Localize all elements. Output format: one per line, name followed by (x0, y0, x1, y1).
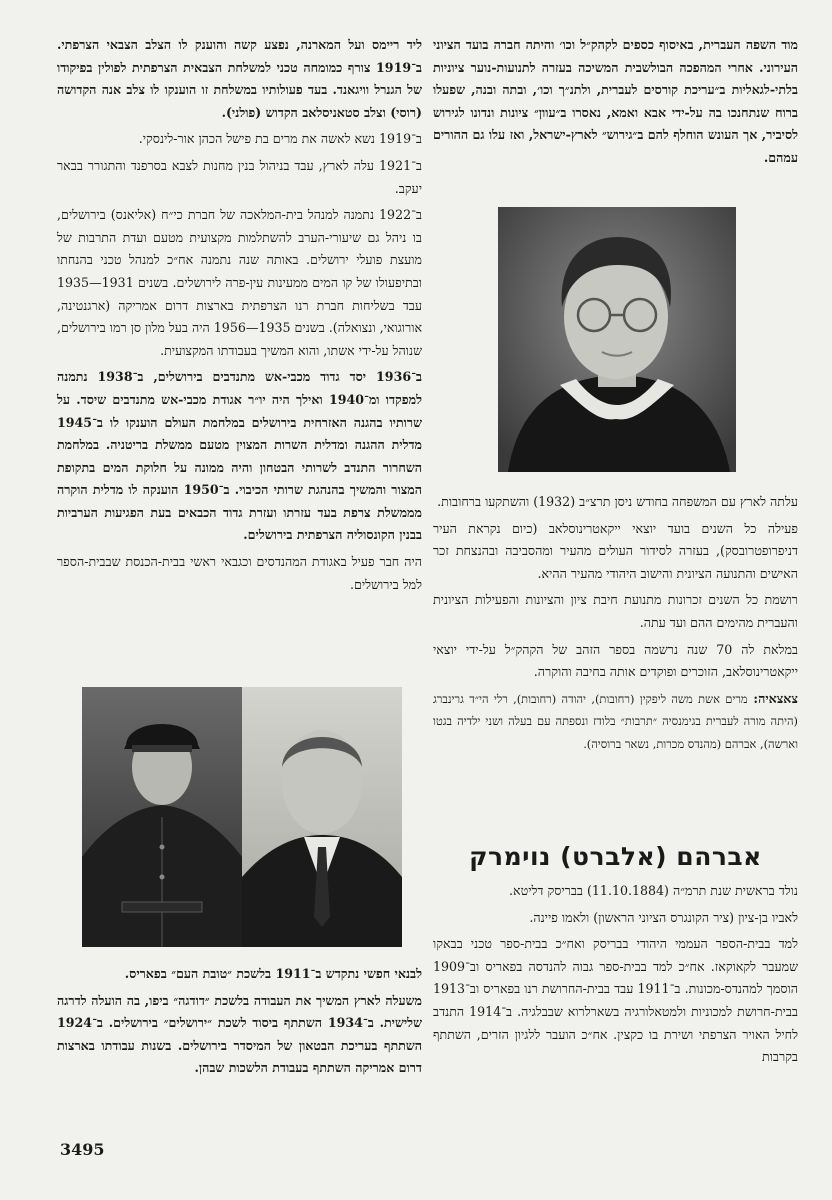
paragraph: משעלה לארץ המשיך את העבודה בלשכת ״דודגה״ ביפו, בה הועלה לדרגה שלישית. ב־1934 השתתף ביסוד לשכת ״ירושלים״ בירושלים. ב־1924 השתתף בעריכת הבטאון של המיסדר בירושלים. בשנות עבודתו בארצות דרום אמריקה השתתף בעבודת הלשכות שבהן. (57, 992, 422, 1076)
paragraph: ב־1922 נתמנה למנהל בית-המלאכה של חברת כי״ח (אליאנס) בירושלים, בו ניהל גם שיעורי-הערב להשתלמות מקצועית מטעם ועדת התרבות של מועצת פועלי ירושלים. באותה שנה נתמנה אח״כ למנהל טכני בהנחתו ובתיפעולו של קו המים ממעינות עין-פרה לירושלים. בשנים 1931—1935 עבד בשליחות חברת רנו הצרפתית בארצות דרום אמריקה (ארגנטינה, אורוגואי, ונצואלה). בשנים 1935—1956 היה בעל מלון סן רמו בירושלים, שנוהל על-ידי אשתו, והוא המשיך בעבודתו המקצועית. (57, 207, 422, 358)
paragraph: היה חבר פעיל באגודת המהנדסים וכגבאי ראשי בבית-הכנסת שבבית-הספר למל בירושלים. (57, 554, 422, 592)
right-column-bio (433, 880, 798, 1073)
right-column-middle (433, 491, 798, 760)
paragraph: נולד בראשית שנת תרמ״ה (11.10.1884) בבריסק דליטא. (509, 883, 798, 898)
paragraph: פעילה כל השנים בועד יוצאי ייקאטרינוסלאב (כיום נקראת העיר דניפרופטרובסק), בעזרה לסידור העולים מהעיר ומהסביבה ובהנצחת זכר האישים והתנועה הציונית והישוב היהודי מהעיר ההיא. (433, 520, 798, 581)
paragraph: למד בבית-הספר העממי היהודי בבריסק ואח״כ בבית-ספר טכני בבאקו שמעבר לקאוקאז. אח״כ למד בבית-ספר גבוה להנדסה בפאריס וב־1909 הוסמך למהנדס-מכונות. ב־1911 עבד בבית-החרושת רנו בפאריס וב־1913 בבית-חרושת למכוניות ולמטאלורגיה בשארלרוא שבבלגיה. ב־1914 התנדב לחיל האויר הצרפתי ושירת בו כקצין. אח״כ הועבר ללגיון הזרים, השתתף בקרבות (433, 936, 798, 1065)
portrait-man-image (82, 687, 402, 947)
paragraph: ב־1936 יסד גדוד מכבי-אש מתנדבים בירושלים, ב־1938 נתמנה למפקדו ומ־1940 ואילך היה יו״ר אגודת מכבי-אש מתנדבים שיסד. על שרותיו בהגנה האזרחית בירושלים במלחמת העולם הוענקו לו ב־1945 מדלית ההגנה ומדלית השרות המצוין מטעם ממשלת בריטניה. במלחמת השחרור התנדב לשרותי הבטחון והיה ממונה על חלוקת המים בתקופת המצור והמשיך בהנהגת שרותי הכיבוי. ב־1950 הוענקה לו מדלית הוקרה מממשלת צרפת בעד עזרתו ועזרת גדוד הכבאים בעת הפגיעות הערביות בבנין הקונסוליה הצרפתית בירושלים. (57, 369, 423, 543)
portrait-photos-man (82, 687, 402, 947)
left-column-bottom (57, 963, 422, 1084)
paragraph: במלאת לה 70 שנה נרשמה בספר הזהב של הקהק״ל על-ידי יוצאי ייקאטרינוסלאב, הזוכרים ופוקדים אותה בחיבה והוקרה. (433, 641, 798, 680)
descendants-paragraph (433, 688, 798, 756)
portrait-photo-woman (498, 207, 736, 472)
paragraph: לבנאי חפשי נתקדש ב־1911 בלשכת ״טובת העם״ בפאריס. (124, 966, 422, 981)
paragraph: עלתה לארץ עם המשפחה בחודש ניסן תרצ״ב (1932) והשתקעו ברחובות. (437, 494, 798, 509)
biography-heading: אברהם (אלברט) נוימרק (469, 842, 762, 871)
portrait-woman-image (498, 207, 736, 472)
paragraph: ב־1919 נשא לאשה את מרים בת פישל הכהן אור-לינסקי. (138, 131, 422, 147)
page-number: 3495 (60, 1140, 105, 1159)
right-column-top (433, 34, 798, 174)
paragraph: לאביו בן-ציון (ציר הקונגרס הציוני הראשון) ולאמו פיינה. (529, 909, 798, 925)
descendants-text: מרים אשת משה ליפקין (רחובות), יהודה (רחובות), רלי הי״ד גרינברג (היתה מורה לעברית בגימנסיה ״תרבות״ בלודז ונספתה עם בעלה ושני ילדיה בגטו וארשה), אברהם (מהנדס מכרות, נשאר ברוסיה). (433, 691, 798, 751)
left-column-top (57, 34, 422, 600)
paragraph: ליד ריימס ועל המארנה, נפצע קשה והוענק לו הצלב הצבאי הצרפתי. ב־1919 צורף כמומחה טכני למשלחת הצבאית הצרפתית לפולין בפיקודו של הגנרל וויגאנד. בעד פעולותיו במשלחת זו הוענקו לו צלב אנה הקדושה (רוסי) וצלב סטאניסלאב הקדוש (פולני). (57, 37, 422, 120)
descendants-label: צאצאיה: (753, 690, 798, 706)
paragraph: ב־1921 עלה לארץ, עבד בניהול בנין מחנות לצבא בסרפנד והתגורר בבאר יעקב. (57, 157, 422, 196)
paragraph: רושמת כל השנים זכרונות מתנועת חיבת ציון והציונות והפעילות הציונית והעברית מהימים ההם ועד עתה. (433, 592, 798, 630)
paragraph: מוד השפה העברית, באיסוף כספים לקהק״ל וכו׳ והיתה חברה בועד הציוני העירוני. אחרי המהפכה הבולשבית המשיכה בעזרה לתנועות-נוער ציוניות בלתי-לגאליות ב״עריכת קורסים לעברית, ולתנ״ך וכו׳, ובתה ובנה, שפעלו ברוח שנתחנכו בה על-ידי אבא ואמא, נאסרו ב״עוון״ ציונות ונדונו לגירוש לסיביר, אך העונש הוחלף להם ב״גירוש״ לארץ-ישראל, ואז עלו גם ההורים עמהם. (433, 37, 798, 165)
